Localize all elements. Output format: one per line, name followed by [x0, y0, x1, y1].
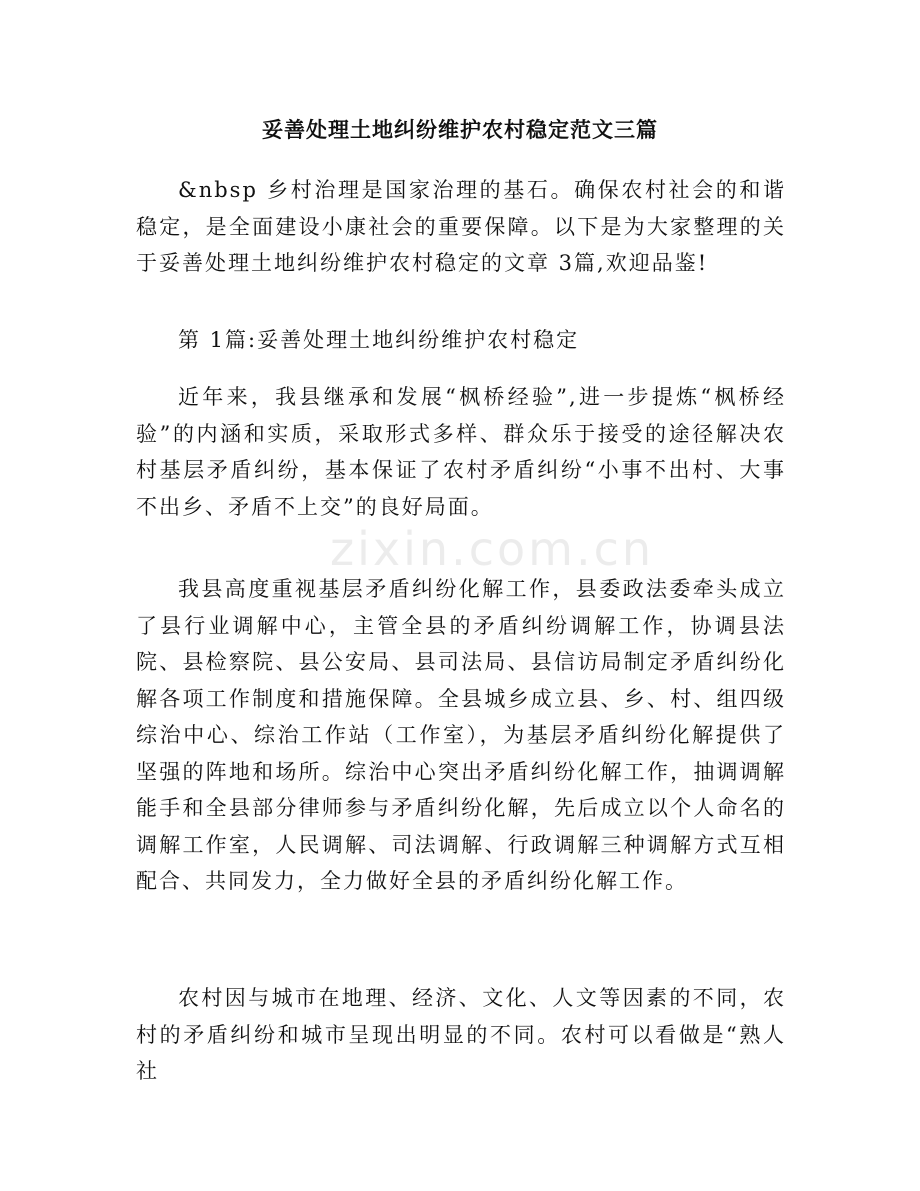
document-title: 妥善处理土地纠纷维护农村稳定范文三篇 — [262, 118, 658, 142]
body-paragraph: 农村因与城市在地理、经济、文化、人文等因素的不同，农村的矛盾纠纷和城市呈现出明显的不同。农村可以看做是“熟人社 — [136, 986, 786, 1083]
section-heading: 第 1篇:妥善处理土地纠纷维护农村稳定 — [178, 328, 580, 352]
watermark: zixin.com.cn — [330, 522, 655, 576]
intro-paragraph: &nbsp 乡村治理是国家治理的基石。确保农村社会的和谐稳定，是全面建设小康社会的重要保障。以下是为大家整理的关于妥善处理土地纠纷维护农村稳定的文章 3篇,欢迎品鉴! — [136, 178, 786, 275]
body-paragraph: 近年来，我县继承和发展“枫桥经验”,进一步提炼“枫桥经验”的内涵和实质，采取形式多样、群众乐于接受的途径解决农村基层矛盾纠纷，基本保证了农村矛盾纠纷“小事不出村、大事不出乡、矛盾不上交”的良好局面。 — [136, 385, 786, 519]
body-paragraph: 我县高度重视基层矛盾纠纷化解工作，县委政法委牵头成立了县行业调解中心，主管全县的矛盾纠纷调解工作，协调县法院、县检察院、县公安局、县司法局、县信访局制定矛盾纠纷化解各项工作制度和措施保障。全县城乡成立县、乡、村、组四级综治中心、综治工作站（工作室），为基层矛盾纠纷化解提供了坚强的阵地和场所。综治中心突出矛盾纠纷化解工作，抽调调解能手和全县部分律师参与矛盾纠纷化解，先后成立以个人命名的调解工作室，人民调解、司法调解、行政调解三种调解方式互相配合、共同发力，全力做好全县的矛盾纠纷化解工作。 — [136, 577, 786, 893]
